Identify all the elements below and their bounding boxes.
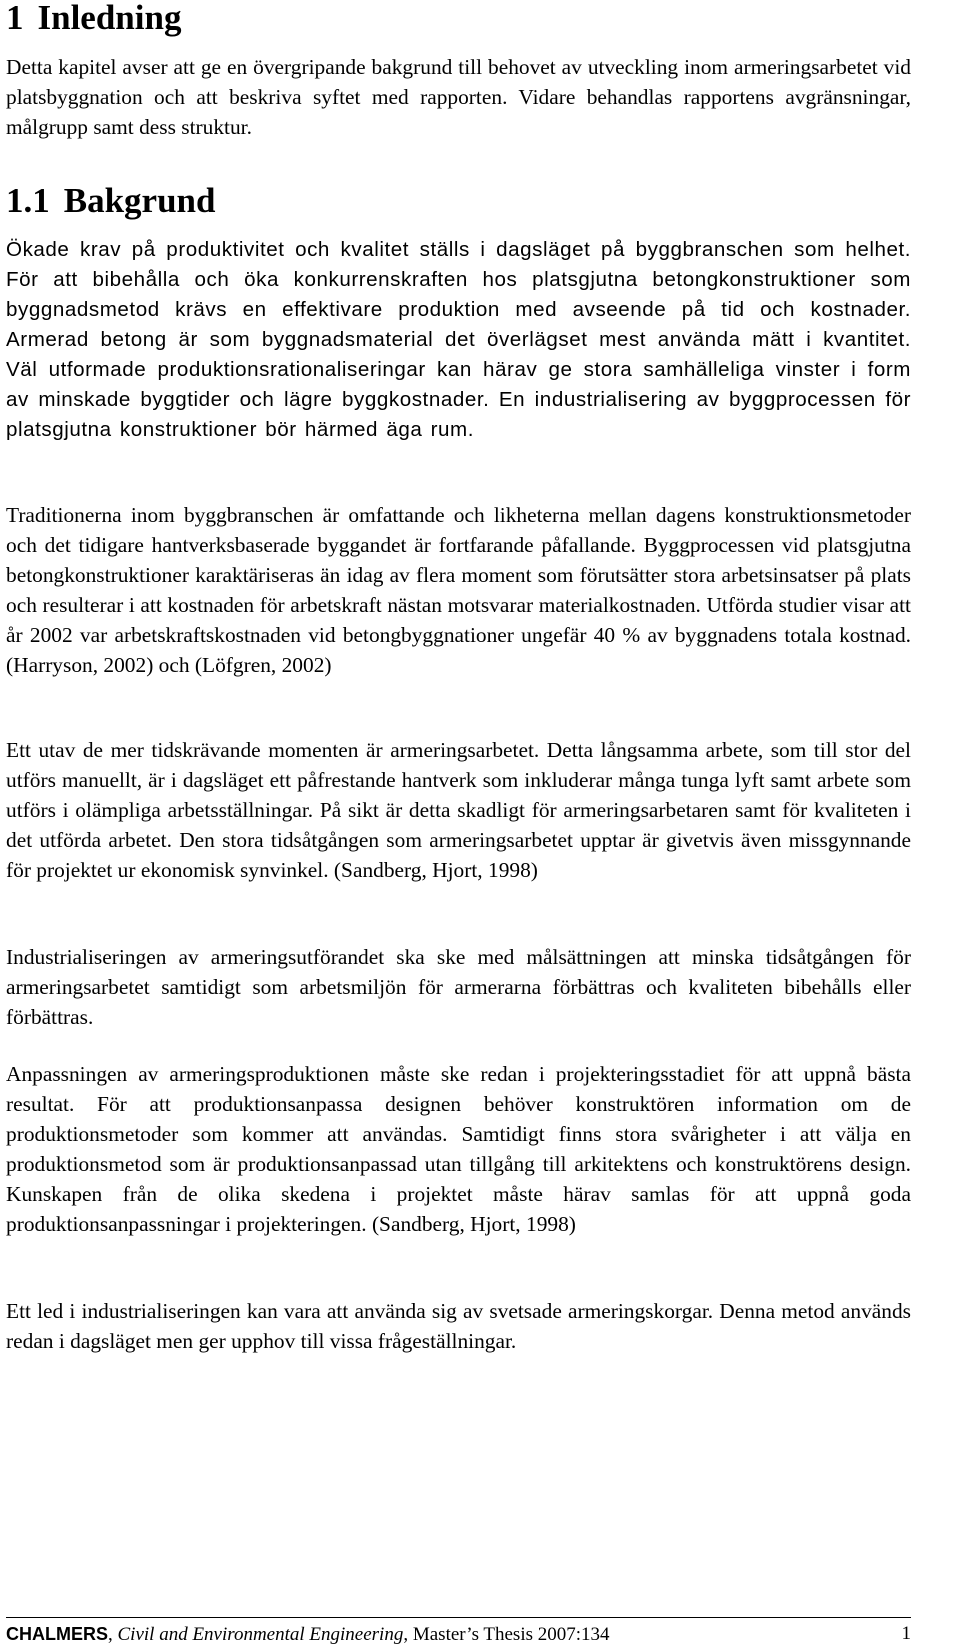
section-heading: [6, 181, 216, 221]
chapter-title: Inledning: [37, 0, 182, 37]
chapter-heading: [6, 0, 181, 36]
body-paragraph: Industrialiseringen av armeringsutförandet ska ske med målsättningen att minska tidsåtgången för armeringsarbetet samtidigt som arbetsmiljön för armerarna förbättras och kvaliteten bibehålls eller förbättras.: [6, 945, 911, 1029]
footer-department: Civil and Environmental Engineering: [117, 1624, 404, 1645]
footer-institution: CHALMERS: [6, 1624, 108, 1644]
chapter-intro-paragraph: Detta kapitel avser att ge en övergripande bakgrund till behovet av utveckling inom armeringsarbetet vid platsbyggnation och att beskriva syftet med rapporten. Vidare behandlas rapportens avgränsningar, målgrupp samt dess struktur.: [6, 55, 911, 139]
footer-divider: [6, 1617, 911, 1618]
section-number: 1.1: [6, 181, 50, 220]
section-title: Bakgrund: [63, 181, 216, 220]
body-paragraph: Anpassningen av armeringsproduktionen måste ske redan i projekteringsstadiet för att uppnå bästa resultat. För att produktionsanpassa designen behöver konstruktören information om de produktionsmetoder som kommer att användas. Samtidigt finns stora svårigheter i att välja en produktionsmetod som är produktionsanpassad utan tillgång till arkitektens och konstruktörens design. Kunskapen från de olika skedena i projektet måste härav samlas för att uppnå goda produktionsanpassningar i projekteringen. (Sandberg, Hjort, 1998): [6, 1062, 911, 1236]
body-paragraph: Ett utav de mer tidskrävande momenten är armeringsarbetet. Detta långsamma arbete, som till stor del utförs manuellt, är i dagsläget ett påfrestande hantverk som inkluderar många tunga lyft samt arbete som utförs i olämpliga arbetsställningar. På sikt är detta skadligt för armeringsarbetaren samt för kvaliteten i det utförda arbetet. Den stora tidsåtgången som armeringsarbetet upptar är givetvis även missgynnande för projektet ur ekonomisk synvinkel. (Sandberg, Hjort, 1998): [6, 738, 911, 882]
footer-separator: ,: [108, 1624, 113, 1645]
chapter-number: 1: [6, 0, 24, 37]
body-paragraph: Traditionerna inom byggbranschen är omfattande och likheterna mellan dagens konstruktionsmetoder och det tidigare hantverksbaserade byggandet är fortfarande påfallande. Byggprocessen vid platsgjutna betongkonstruktioner karaktäriseras än idag av flera moment som förutsätter stora arbetsinsatser på plats och resulterar i att kostnaden för arbetskraft nästan motsvarar materialkostnaden. Utförda studier visar att år 2002 var arbetskraftskostnaden vid betongbyggnationer ungefär 40 % av byggnadens totala kostnad. (Harryson, 2002) och (Löfgren, 2002): [6, 503, 911, 677]
page-footer: [6, 1620, 911, 1648]
body-paragraph: Ett led i industrialiseringen kan vara att använda sig av svetsade armeringskorgar. Denna metod används redan i dagsläget men ger upphov till vissa frågeställningar.: [6, 1299, 911, 1353]
footer-thesis: , Master’s Thesis 2007:134: [403, 1624, 610, 1645]
page-number: 1: [901, 1623, 911, 1644]
body-paragraph: Ökade krav på produktivitet och kvalitet ställs i dagsläget på byggbranschen som helhet. För att bibehålla och öka konkurrenskraften hos platsgjutna betongkonstruktioner som byggnadsmetod krävs en effektivare produktion med avseende på tid och kostnader. Armerad betong är som byggnadsmaterial det överlägset mest använda mätt i kvantitet. Väl utformade produktionsrationaliseringar kan härav ge stora samhälleliga vinster i form av minskade byggtider och lägre byggkostnader. En industrialisering av byggprocessen för platsgjutna konstruktioner bör härmed äga rum.: [6, 238, 911, 441]
